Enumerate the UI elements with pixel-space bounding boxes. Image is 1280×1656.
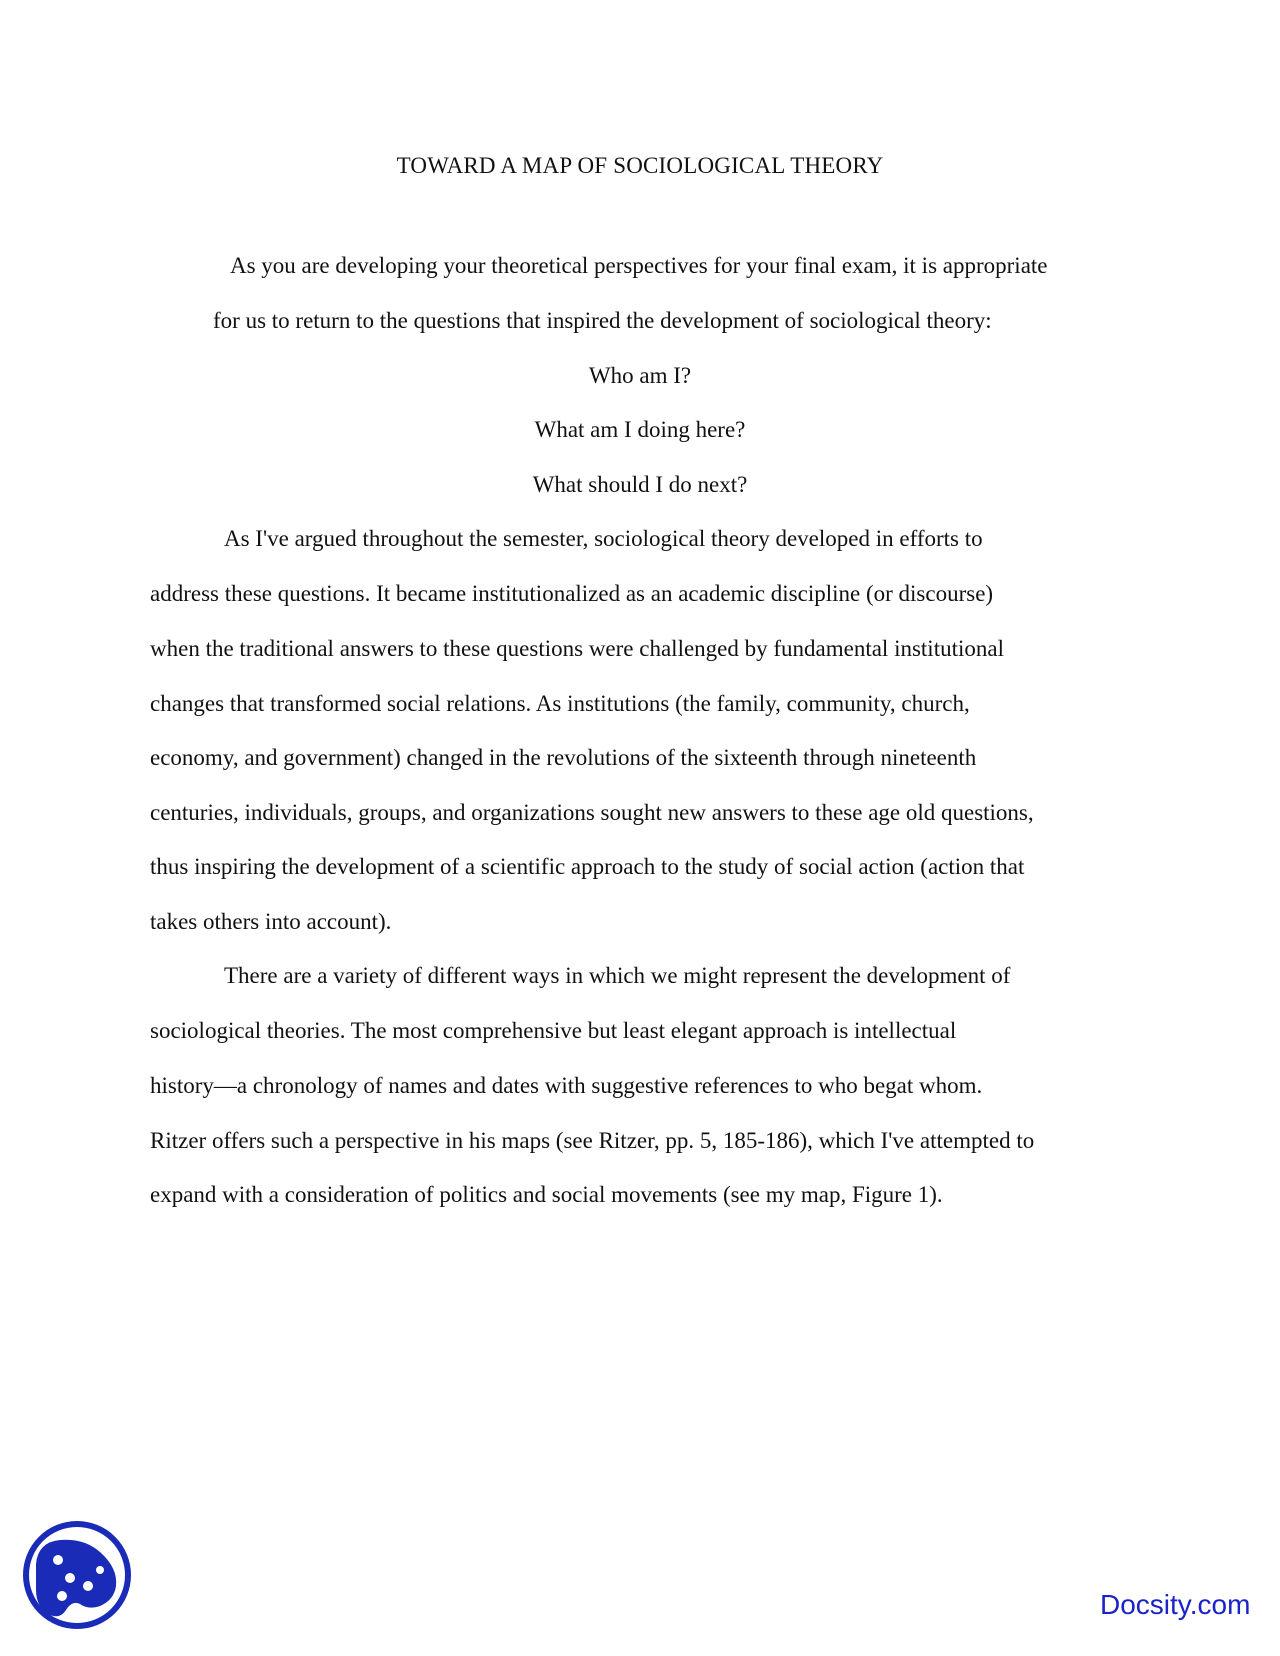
paragraph-1-line-5: economy, and government) changed in the revolutions of the sixteenth through nineteenth — [150, 745, 977, 770]
paragraph-1-line-2: address these questions. It became institutionalized as an academic discipline (or discourse) — [150, 581, 994, 606]
document-title: TOWARD A MAP OF SOCIOLOGICAL THEORY — [396, 153, 884, 178]
paragraph-1-line-7: thus inspiring the development of a scientific approach to the study of social action (action that — [150, 854, 1025, 879]
paragraph-2-line-5: expand with a consideration of politics and social movements (see my map, Figure 1). — [150, 1182, 943, 1207]
question-2: What am I doing here? — [534, 417, 746, 442]
paragraph-1-line-6: centuries, individuals, groups, and organizations sought new answers to these age old questions, — [150, 800, 1034, 825]
intro-line-2: for us to return to the questions that inspired the development of sociological theory: — [213, 308, 992, 333]
question-1: Who am I? — [588, 363, 692, 388]
docsity-brand-link[interactable]: Docsity.com — [1100, 1589, 1251, 1620]
paragraph-1-line-4: changes that transformed social relations. As institutions (the family, community, church, — [150, 691, 970, 716]
intro-line-1: As you are developing your theoretical perspectives for your final exam, it is appropriate — [230, 253, 1048, 278]
paragraph-2-line-3: history—a chronology of names and dates with suggestive references to who begat whom. — [150, 1073, 983, 1098]
docsity-logo-icon — [22, 1520, 132, 1630]
paragraph-1-line-8: takes others into account). — [150, 909, 392, 934]
paragraph-2-line-2: sociological theories. The most comprehensive but least elegant approach is intellectual — [150, 1018, 957, 1043]
paragraph-1-line-1: As I've argued throughout the semester, sociological theory developed in efforts to — [224, 526, 983, 551]
question-3: What should I do next? — [532, 472, 748, 497]
paragraph-1-line-3: when the traditional answers to these questions were challenged by fundamental institutional — [150, 636, 1004, 661]
paragraph-2-line-1: There are a variety of different ways in which we might represent the development of — [224, 963, 1011, 988]
paragraph-2-line-4: Ritzer offers such a perspective in his maps (see Ritzer, pp. 5, 185-186), which I've attempted to — [150, 1128, 1035, 1153]
